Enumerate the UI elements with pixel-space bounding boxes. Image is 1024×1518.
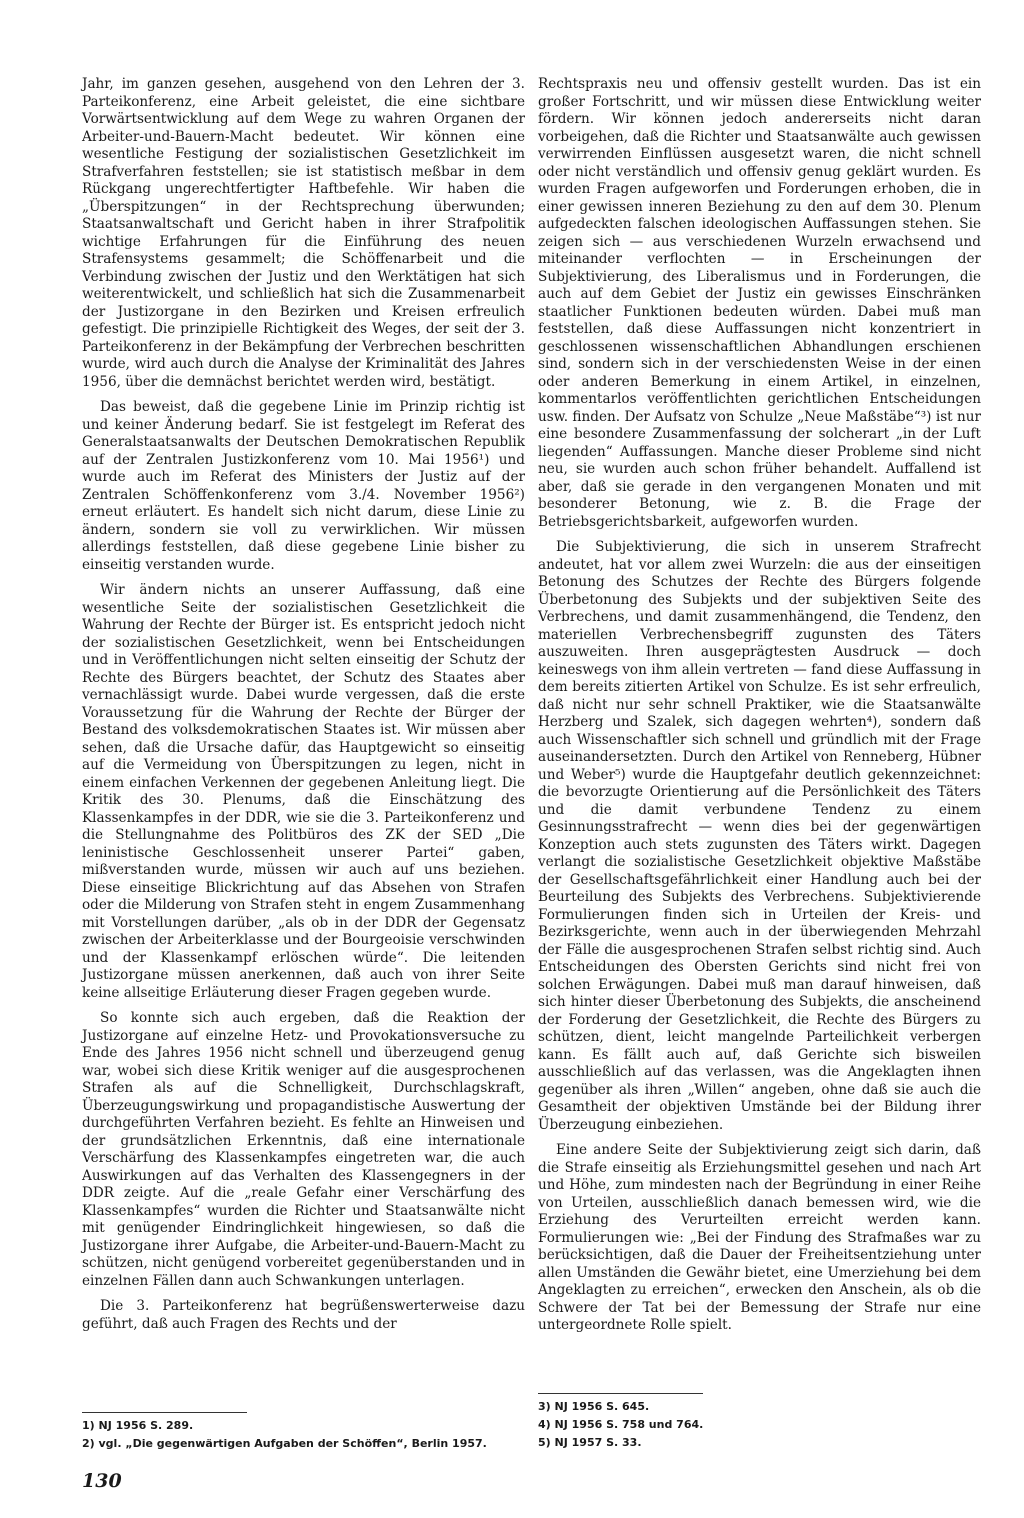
paragraph: Jahr, im ganzen gesehen, ausgehend von den Lehren der 3. Parteikonferenz, eine Arbeit geleistet, die eine sichtbare Vorwärtsentwicklung auf dem Wege zu wahren Organen der Arbeiter-und-Bauern-Macht bedeutet. Wir können eine wesentliche Festigung der sozialistischen Gesetzlichkeit im Strafverfahren feststellen; sie ist statistisch meßbar in dem Rückgang ungerechtfertigter Haftbefehle. Wir haben die „Überspitzungen“ in der Rechtsprechung überwunden; Staatsanwaltschaft und Gericht haben in ihrer Strafpolitik wichtige Erfahrungen für die Einführung des neuen Strafensystems gesammelt; die Schöffenarbeit und die Verbindung zwischen der Justiz und den Werktätigen hat sich weiterentwickelt, und schließlich hat sich die Zusammenarbeit der Justizorgane in den Bezirken und Kreisen erfreulich gefestigt. Die prinzipielle Richtigkeit des Weges, der seit der 3. Parteikonferenz in der Bekämpfung der Verbrechen beschritten wurde, wird auch durch die Analyse der Kriminalität des Jahres 1956, über die demnächst berichtet werden wird, bestätigt. [82, 76, 525, 390]
footnotes-right [538, 1383, 981, 1454]
left-column [82, 76, 525, 1341]
paragraph: Das beweist, daß die gegebene Linie im Prinzip richtig ist und keiner Änderung bedarf. Sie ist festgelegt im Referat des Generalstaatsanwalts der Deutschen Demokratischen Republik auf der Zentralen Justizkonferenz vom 10. Mai 1956¹) und wurde auch im Referat des Ministers der Justiz auf der Zentralen Schöffenkonferenz vom 3./4. November 1956²) erneut erläutert. Es handelt sich nicht darum, diese Linie zu ändern, sondern sie voll zu verwirklichen. Wir müssen allerdings feststellen, daß diese gegebene Linie bisher zu einseitig verstanden wurde. [82, 399, 525, 573]
footnote: 2) vgl. „Die gegenwärtigen Aufgaben der Schöffen“, Berlin 1957. [82, 1437, 487, 1450]
right-column [538, 76, 981, 1343]
footnotes-left [82, 1402, 525, 1455]
paragraph: Die 3. Parteikonferenz hat begrüßenswerterweise dazu geführt, daß auch Fragen des Rechts und der [82, 1298, 525, 1332]
page-number: 130 [82, 1470, 122, 1492]
footnote-rule [82, 1412, 247, 1413]
paragraph: So konnte sich auch ergeben, daß die Reaktion der Justizorgane auf einzelne Hetz- und Provokationsversuche zu Ende des Jahres 1956 nicht schnell und überzeugend genug war, wobei sich diese Kritik weniger auf die ausgesprochenen Strafen als auf die Schnelligkeit, Durchschlagskraft, Überzeugungswirkung und propagandistische Auswertung der durchgeführten Verfahren bezieht. Es fehlte an Hinweisen und der grundsätzlichen Erkenntnis, daß eine internationale Verschärfung des Klassenkampfes eingetreten war, die auch Auswirkungen auf das Verhalten des Klassengegners in der DDR zeigte. Auf die „reale Gefahr einer Verschärfung des Klassenkampfes“ wurden die Richter und Staatsanwälte nicht mit genügender Eindringlichkeit hingewiesen, so daß die Justizorgane ihrer Aufgabe, die Arbeiter-und-Bauern-Macht zu schützen, nicht genügend vorbereitet gegenüberstanden und in einzelnen Fällen dann auch Schwankungen unterlagen. [82, 1010, 525, 1289]
footnote: 1) NJ 1956 S. 289. [82, 1419, 194, 1432]
footnote-rule [538, 1393, 703, 1394]
paragraph: Wir ändern nichts an unserer Auffassung, daß eine wesentliche Seite der sozialistischen Gesetzlichkeit die Wahrung der Rechte der Bürger ist. Es entspricht jedoch nicht der sozialistischen Gesetzlichkeit, wenn bei Entscheidungen und in Veröffentlichungen nicht selten einseitig der Schutz der Rechte des Bürgers beachtet, der Schutz des Staates aber vernachlässigt wurde. Dabei wurde vergessen, daß die erste Voraussetzung für die Wahrung der Rechte der Bürger der Bestand des volksdemokratischen Staates ist. Wir müssen aber sehen, daß die Ursache dafür, das Hauptgewicht so einseitig auf die Vermeidung von Überspitzungen zu legen, nicht in einem einfachen Verkennen der gegebenen Anleitung liegt. Die Kritik des 30. Plenums, daß die Einschätzung des Klassenkampfes in der DDR, wie sie die 3. Parteikonferenz und die Stellungnahme des Politbüros des ZK der SED „Die leninistische Geschlossenheit unserer Partei“ gaben, mißverstanden wurde, müssen wir auch auf uns beziehen. Diese einseitige Blickrichtung auf das Absehen von Strafen oder die Milderung von Strafen steht in engem Zusammenhang mit Vorstellungen darüber, „als ob in der DDR der Gegensatz zwischen der Arbeiterklasse und der Bourgeoisie verschwinden und der Klassenkampf erlöschen würde“. Die leitenden Justizorgane müssen anerkennen, daß auch von ihrer Seite keine allseitige Erläuterung dieser Fragen gegeben wurde. [82, 582, 525, 1001]
paragraph: Rechtspraxis neu und offensiv gestellt wurden. Das ist ein großer Fortschritt, und wir müssen diese Entwicklung weiter fördern. Wir können jedoch andererseits nicht daran vorbeigehen, daß die Richter und Staatsanwälte auch gewissen verwirrenden Einflüssen ausgesetzt waren, die nicht schnell oder nicht verständlich und offensiv genug geklärt wurden. Es wurden Fragen aufgeworfen und Forderungen erhoben, die in einer gewissen inneren Beziehung zu den auf dem 30. Plenum aufgedeckten falschen ideologischen Auffassungen stehen. Sie zeigen sich — aus verschiedenen Wurzeln erwachsend und miteinander verflochten — in Erscheinungen der Subjektivierung, des Liberalismus und in Forderungen, die auch auf dem Gebiet der Justiz ein gewisses Einschränken staatlicher Funktionen bedeuten würden. Dabei muß man feststellen, daß diese Auffassungen nicht konzentriert in geschlossenen wissenschaftlichen Abhandlungen erschienen sind, sondern sich in der verschiedensten Weise in der einen oder anderen Bemerkung in einem Artikel, in einzelnen, kommentarlos veröffentlichten gerichtlichen Entscheidungen usw. finden. Der Aufsatz von Schulze „Neue Maßstäbe“³) ist nur eine besondere Zusammenfassung der solcherart „in der Luft liegenden“ Auffassungen. Manche dieser Probleme sind nicht neu, sie wurden auch schon früher behandelt. Auffallend ist aber, daß sie gerade in den vergangenen Monaten und mit besonderer Betonung, wie z. B. die Frage der Betriebsgerichtsbarkeit, aufgeworfen wurden. [538, 76, 981, 530]
footnote: 4) NJ 1956 S. 758 und 764. [538, 1418, 704, 1431]
paragraph: Die Subjektivierung, die sich in unserem Strafrecht andeutet, hat vor allem zwei Wurzeln: die aus der einseitigen Betonung des Schutzes der Rechte des Bürgers folgende Überbetonung des Subjekts und der subjektiven Seite des Verbrechens, und damit zusammenhängend, die Tendenz, den materiellen Verbrechensbegriff zugunsten des Täters auszuweiten. Ihren ausgeprägtesten Ausdruck — doch keineswegs von ihm allein vertreten — fand diese Auffassung in dem bereits zitierten Artikel von Schulze. Es ist sehr erfreulich, daß nicht nur sehr schnell Praktiker, wie die Staatsanwälte Herzberg und Szalek, sich dagegen wehrten⁴), sondern daß auch Wissenschaftler sich schnell und gründlich mit der Frage auseinandersetzten. Durch den Artikel von Renneberg, Hübner und Weber⁵) wurde die Hauptgefahr deutlich gekennzeichnet: die bevorzugte Orientierung auf die Persönlichkeit des Täters und die damit verbundene Tendenz zu einem Gesinnungsstrafrecht — wenn dies bei der gegenwärtigen Konzeption auch stets zugunsten des Täters wirkt. Dagegen verlangt die sozialistische Gesetzlichkeit objektive Maßstäbe der Gesellschaftsgefährlichkeit einer Handlung auch bei der Beurteilung des Subjekts des Verbrechens. Subjektivierende Formulierungen finden sich in Urteilen der Kreis- und Bezirksgerichte, wenn auch in der überwiegenden Mehrzahl der Fälle die ausgesprochenen Strafen selbst richtig sind. Auch Entscheidungen des Obersten Gerichts sind nicht frei von solchen Erwägungen. Dabei muß man darauf hinweisen, daß sich hinter dieser Überbetonung des Subjekts, die anscheinend der Forderung der Gesetzlichkeit, die Rechte des Bürgers zu schützen, dient, leicht mangelnde Parteilichkeit verbergen kann. Es fällt auch auf, daß Gerichte sich bisweilen ausschließlich auf das verlassen, was die Angeklagten ihnen gegenüber als ihren „Willen“ angeben, ohne daß sie auch die Gesamtheit der objektiven Umstände bei der Bildung ihrer Überzeugung einbeziehen. [538, 539, 981, 1133]
paragraph: Eine andere Seite der Subjektivierung zeigt sich darin, daß die Strafe einseitig als Erziehungsmittel gesehen und nach Art und Höhe, zum mindesten nach der Begründung in einer Reihe von Urteilen, ausschließlich danach bemessen wird, wie die Erziehung des Verurteilten erreicht werden kann. Formulierungen wie: „Bei der Findung des Strafmaßes war zu berücksichtigen, daß die Dauer der Freiheitsentziehung unter allen Umständen die Gewähr bietet, eine Umerziehung bei dem Angeklagten zu erreichen“, erwecken den Anschein, als ob die Schwere der Tat bei der Bemessung der Strafe nur eine untergeordnete Rolle spielt. [538, 1142, 981, 1333]
footnote: 5) NJ 1957 S. 33. [538, 1436, 642, 1449]
footnote: 3) NJ 1956 S. 645. [538, 1400, 650, 1413]
